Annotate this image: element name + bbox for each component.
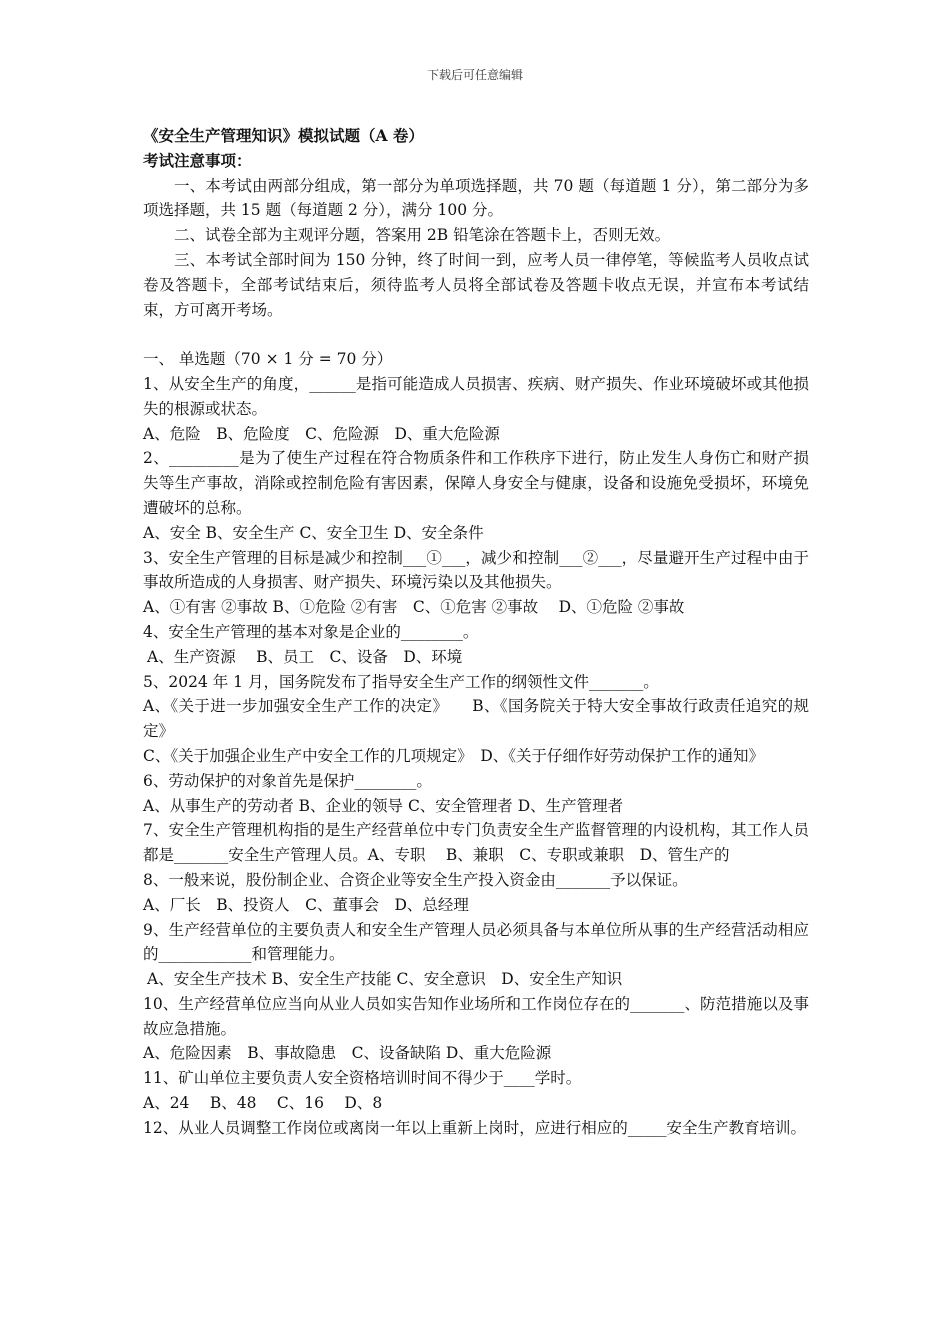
- answer-options: A、危险因素 B、事故隐患 C、设备缺陷 D、重大危险源: [143, 1044, 552, 1063]
- answer-options: A、危险 B、危险度 C、危险源 D、重大危险源: [143, 424, 500, 443]
- document-body: [143, 124, 809, 1141]
- question-text: 11、矿山单位主要负责人安全资格培训时间不得少于____学时。: [143, 1069, 582, 1088]
- answer-options: A、安全 B、安全生产 C、安全卫生 D、安全条件: [143, 523, 484, 542]
- question-text: 2、_________是为了使生产过程在符合物质条件和工作秩序下进行，防止发生人身伤亡和财产损失等生产事故，消除或控制危险有害因素，保障人身安全与健康，设备和设施免受损坏，环境免遭破坏的总称。: [143, 449, 809, 517]
- notice-item: 一、本考试由两部分组成，第一部分为单项选择题，共 70 题（每道题 1 分），第二部分为多项选择题，共 15 题（每道题 2 分），满分 100 分。: [143, 176, 809, 220]
- answer-options: A、生产资源 B、员工 C、设备 D、环境: [147, 647, 463, 666]
- answer-options: A、①有害 ②事故 B、①危险 ②有害 C、①危害 ②事故 D、①危险 ②事故: [143, 598, 685, 617]
- notice-item: 二、试卷全部为主观评分题，答案用 2B 铅笔涂在答题卡上，否则无效。: [174, 226, 671, 245]
- exam-title: 《安全生产管理知识》模拟试题（A 卷）: [143, 126, 424, 145]
- question-text: 6、劳动保护的对象首先是保护________。: [143, 771, 432, 790]
- question-text: 12、从业人员调整工作岗位或离岗一年以上重新上岗时，应进行相应的_____安全生产教育培训。: [143, 1118, 806, 1137]
- section-heading: 一、 单选题（70 × 1 分 = 70 分）: [143, 350, 393, 369]
- answer-options: C、《关于加强企业生产中安全工作的几项规定》 D、《关于仔细作好劳动保护工作的通知》: [143, 746, 765, 765]
- question-text: 7、安全生产管理机构指的是生产经营单位中专门负责安全生产监督管理的内设机构，其工作人员都是_______安全生产管理人员。A、专职 B、兼职 C、专职或兼职 D、管生产的: [143, 821, 809, 865]
- notice-item: 三、本考试全部时间为 150 分钟，终了时间一到，应考人员一律停笔，等候监考人员收点试卷及答题卡，全部考试结束后，须待监考人员将全部试卷及答题卡收点无误，并宣布本考试结束，方可离开考场。: [143, 250, 809, 319]
- question-text: 1、从安全生产的角度，______是指可能造成人员损害、疾病、财产损失、作业环境破坏或其他损失的根源或状态。: [143, 374, 809, 418]
- question-text: 9、生产经营单位的主要负责人和安全生产管理人员必须具备与本单位所从事的生产经营活动相应的____________和管理能力。: [143, 920, 809, 964]
- question-text: 5、2024 年 1 月，国务院发布了指导安全生产工作的纲领性文件_______。: [143, 672, 659, 691]
- answer-options: A、厂长 B、投资人 C、董事会 D、总经理: [143, 895, 469, 914]
- answer-options: A、安全生产技术 B、安全生产技能 C、安全意识 D、安全生产知识: [147, 970, 623, 989]
- notice-heading: 考试注意事项：: [143, 150, 252, 170]
- answer-options: A、从事生产的劳动者 B、企业的领导 C、安全管理者 D、生产管理者: [143, 796, 624, 815]
- answer-options: A、《关于进一步加强安全生产工作的决定》 B、《国务院关于特大安全事故行政责任追究的规定》: [143, 697, 809, 741]
- question-text: 4、安全生产管理的基本对象是企业的________。: [143, 622, 479, 641]
- page-header: 下载后可任意编辑: [426, 68, 523, 82]
- question-text: 3、安全生产管理的目标是减少和控制___①___，减少和控制___②___，尽量避开生产过程中由于事故所造成的人身损害、财产损失、环境污染以及其他损失。: [143, 548, 809, 592]
- answer-options: A、24 B、48 C、16 D、8: [143, 1094, 383, 1113]
- question-text: 8、一般来说，股份制企业、合资企业等安全生产投入资金由_______予以保证。: [143, 870, 688, 889]
- question-text: 10、生产经营单位应当向从业人员如实告知作业场所和工作岗位存在的_______、防范措施以及事故应急措施。: [143, 994, 809, 1038]
- spacer: [143, 322, 809, 347]
